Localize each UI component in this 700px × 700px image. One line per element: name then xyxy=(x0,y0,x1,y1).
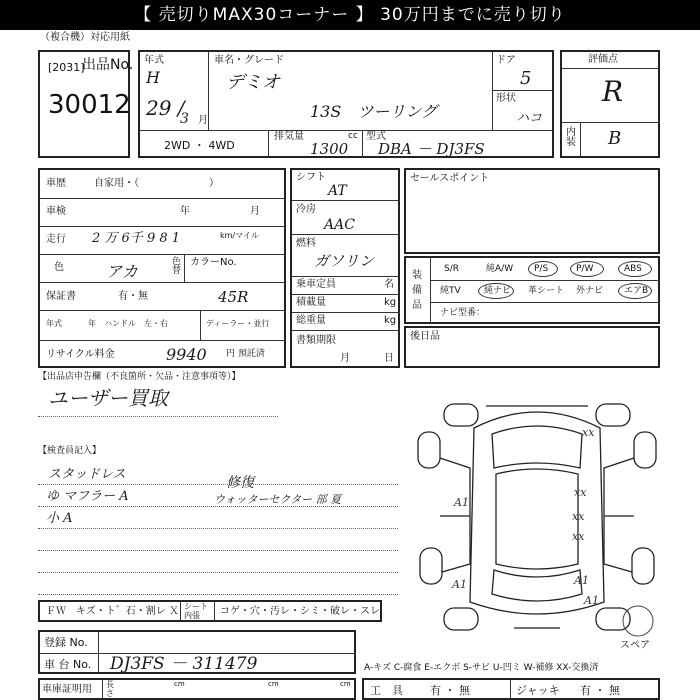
history-options: 自家用・（ ） xyxy=(94,178,219,189)
history-label: 車歴 xyxy=(46,178,66,189)
color-change-label: 色替 xyxy=(172,257,182,276)
model-label: 車名・グレード xyxy=(214,55,284,66)
mileage-value: 2 万 6千 9 8 1 xyxy=(92,231,181,246)
inspection-month: 月 xyxy=(250,206,260,217)
recycle-value: 9940 xyxy=(166,345,207,364)
capacity-label: 乗車定員 xyxy=(296,279,336,290)
capacity-unit: 名 xyxy=(384,279,394,290)
warranty-label: 保証書 xyxy=(46,291,76,302)
drive-label: 2WD ・ 4WD xyxy=(164,139,235,152)
mileage-label: 走行 xyxy=(46,234,66,245)
fw-label: ＦＷ キズ・ト゛石・割レ Ｘ xyxy=(46,606,179,617)
interior-value: B xyxy=(608,128,622,149)
inspector-label: 【検査員記入】 xyxy=(38,446,102,456)
exhibit-number-box xyxy=(38,50,134,158)
recycle-label: リサイクル料金 xyxy=(46,349,115,360)
equip-item: 純TV xyxy=(440,286,461,296)
equip-item: 純ナビ xyxy=(484,286,512,296)
mileage-unit: km/マイル xyxy=(220,231,259,240)
color-value: アカ xyxy=(106,262,138,281)
damage-mark: A1 xyxy=(454,496,469,509)
registration-box xyxy=(38,630,356,674)
dealer-label: ディーラー・並行 xyxy=(206,319,270,328)
inspector-line1: スタッドレス xyxy=(48,467,126,482)
seller-notes-label: 【出品店申告欄（不良箇所・欠品・注意事項等）】 xyxy=(38,372,241,382)
shape-label: 形状 xyxy=(496,93,516,104)
year-value: 29 / xyxy=(146,96,185,120)
grade: 13S ツーリング xyxy=(310,102,438,121)
register-label: 書類期限 xyxy=(296,335,336,346)
inspector-right1: 修復 xyxy=(226,475,254,491)
type-label: 型式 xyxy=(366,131,386,142)
equip-item: ABS xyxy=(624,264,642,274)
tool-options: 有 ・ 無 xyxy=(430,684,470,697)
cert-label: 車庫証明用 xyxy=(42,684,92,695)
equip-item: エアB xyxy=(624,286,649,296)
damage-mark: xx xyxy=(574,486,587,499)
door-value: 5 xyxy=(520,68,532,89)
displacement-unit: cc xyxy=(348,131,358,141)
equip-item: S/R xyxy=(444,264,459,274)
shape-value: ハコ xyxy=(516,111,543,126)
month-unit: 月 xyxy=(198,115,208,126)
equipment-box xyxy=(404,256,660,324)
chassis-value: DJ3FS － 311479 xyxy=(110,654,258,674)
seat-damage: コゲ・穴・汚レ・シミ・破レ・スレ xyxy=(220,606,380,617)
equip-item: 純A/W xyxy=(486,264,514,274)
load-unit: kg xyxy=(384,297,397,308)
spare-label: スペア xyxy=(620,640,650,651)
damage-mark: xx xyxy=(572,530,585,543)
history-box xyxy=(38,168,286,368)
color-no-value: 45R xyxy=(218,288,249,306)
equip-item: P/W xyxy=(576,264,594,274)
postscript-label: 後日品 xyxy=(410,331,440,342)
equip-item: P/S xyxy=(534,264,549,274)
year-type-label: 年式 xyxy=(46,319,62,328)
gross-label: 総重量 xyxy=(296,315,326,326)
warranty-options: 有・無 xyxy=(118,291,148,302)
garage-cert-row xyxy=(38,678,356,700)
register-no-label: 登録 No. xyxy=(44,636,88,649)
shift-label: シフト xyxy=(296,172,326,183)
gross-unit: kg xyxy=(384,315,397,326)
jack-options: 有 ・ 無 xyxy=(580,684,620,697)
inspector-line2: ゆ マフラー A xyxy=(46,489,129,504)
equip-label: 装備品 xyxy=(412,270,422,311)
len-label: 長さ xyxy=(106,680,114,698)
cm-unit: cm xyxy=(340,680,351,688)
spare-tire-icon xyxy=(618,604,658,638)
exhibit-label: 出品No. xyxy=(82,57,134,73)
load-label: 積載量 xyxy=(296,297,326,308)
sales-point-box xyxy=(404,168,660,254)
equip-item: 革シート xyxy=(528,286,565,296)
postscript-box xyxy=(404,326,660,368)
inspection-year: 年 xyxy=(180,206,190,217)
damage-mark: A1 xyxy=(574,574,589,587)
inspection-label: 車検 xyxy=(46,206,66,217)
color-label: 色 xyxy=(54,262,64,273)
register-day: 日 xyxy=(384,353,394,364)
exhibit-number: 30012 xyxy=(48,90,131,120)
register-month: 月 xyxy=(340,353,350,364)
seller-notes-value: ユーザー買取 xyxy=(48,386,168,410)
year-era: H xyxy=(146,68,160,87)
equip-item: 外ナビ xyxy=(576,286,604,296)
jack-label: ジャッキ xyxy=(516,684,560,697)
displacement-value: 1300 xyxy=(310,140,349,158)
tools-row xyxy=(362,678,660,700)
fuel-value: ガソリン xyxy=(314,252,375,270)
month-value: 3 xyxy=(180,111,189,127)
banner: 【 売切りMAX30コーナー 】 30万円までに売り切り xyxy=(0,0,700,30)
legend: A-キズ C-腐食 E-エクボ S-サビ U-凹ミ W-補修 XX-交換済 xyxy=(364,663,599,673)
score-box xyxy=(560,50,660,158)
handle-label: 年 ハンドル 左・右 xyxy=(88,319,168,328)
navi-label: ナビ型番： xyxy=(440,308,486,318)
damage-mark: xx xyxy=(582,426,595,439)
model-name: デミオ xyxy=(226,72,280,93)
color-no-label: カラーNo. xyxy=(190,257,237,268)
fw-row xyxy=(38,600,382,622)
exhibit-sub: [2031] xyxy=(48,61,85,74)
header-box xyxy=(138,50,554,158)
shift-value: AT xyxy=(328,183,347,199)
damage-mark: A1 xyxy=(452,578,467,591)
dual-fuel-note: （複合機）対応用紙 xyxy=(40,32,130,43)
type-value: DBA － DJ3FS xyxy=(378,140,485,158)
interior-label: 内装 xyxy=(566,127,576,148)
chassis-label: 車 台 No. xyxy=(44,658,92,671)
ac-value: AAC xyxy=(324,217,355,233)
seat-label: シート内張 xyxy=(184,602,208,620)
damage-mark: A1 xyxy=(584,594,599,607)
score-value: R xyxy=(602,75,624,108)
middle-box xyxy=(290,168,400,368)
door-label: ドア xyxy=(496,55,516,66)
damage-mark: xx xyxy=(572,510,585,523)
inspector-right2: ウォッターセクター 部 夏 xyxy=(214,493,342,506)
inspector-line3: 小 A xyxy=(46,511,73,526)
cm-unit: cm xyxy=(174,680,185,688)
sales-point-label: セールスポイント xyxy=(410,173,490,184)
displacement-label: 排気量 xyxy=(274,131,304,142)
score-label: 評価点 xyxy=(588,54,618,65)
tool-label: 工 具 xyxy=(370,684,403,697)
ac-label: 冷房 xyxy=(296,204,316,215)
recycle-unit: 円 預託済 xyxy=(226,349,265,359)
year-label: 年式 xyxy=(144,55,164,66)
fuel-label: 燃料 xyxy=(296,238,316,249)
cm-unit: cm xyxy=(268,680,279,688)
